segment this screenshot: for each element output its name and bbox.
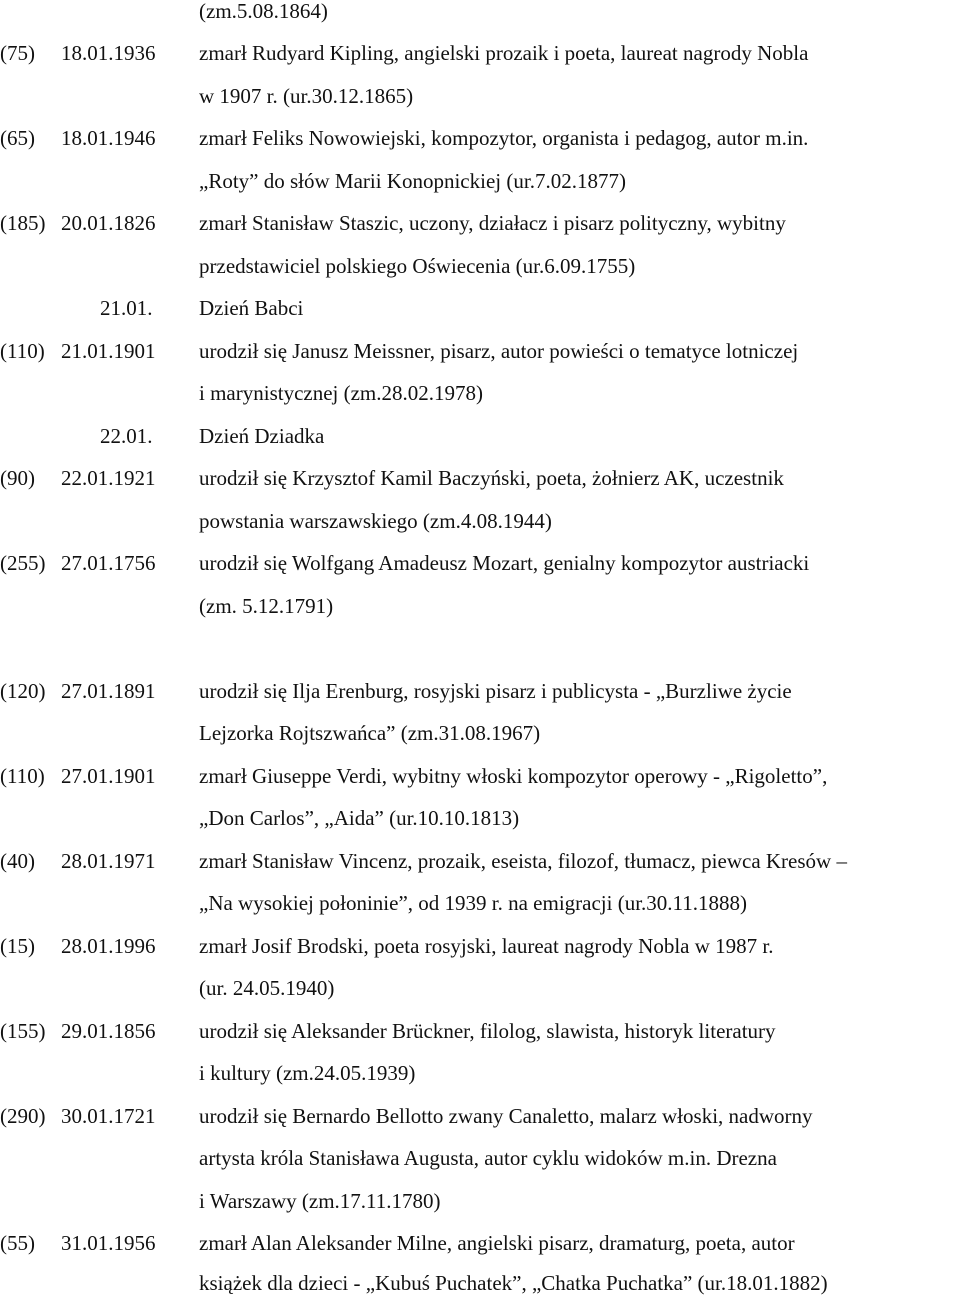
- event-date: 20.01.1826: [61, 211, 156, 235]
- entry-text: zmarł Stanisław Staszic, uczony, działacz i pisarz polityczny, wybitny: [199, 211, 786, 235]
- entry-text: zmarł Feliks Nowowiejski, kompozytor, organista i pedagog, autor m.in.: [199, 126, 809, 150]
- entry-text: zmarł Rudyard Kipling, angielski prozaik i poeta, laureat nagrody Nobla: [199, 41, 809, 65]
- entry-text: „Roty” do słów Marii Konopnickiej (ur.7.02.1877): [199, 169, 626, 193]
- event-date: 27.01.1891: [61, 679, 156, 703]
- anniversary-number: (55): [0, 1231, 35, 1255]
- entry-text: urodził się Krzysztof Kamil Baczyński, poeta, żołnierz AK, uczestnik: [199, 466, 784, 490]
- entry-text: w 1907 r. (ur.30.12.1865): [199, 84, 414, 108]
- anniversary-number: (155): [0, 1019, 46, 1043]
- event-date: 22.01.1921: [61, 466, 156, 490]
- anniversary-number: (255): [0, 551, 46, 575]
- event-date: 18.01.1936: [61, 41, 156, 65]
- entry-text: (zm. 5.12.1791): [199, 594, 334, 618]
- anniversary-number: (290): [0, 1104, 46, 1128]
- entry-text: i marynistycznej (zm.28.02.1978): [199, 381, 484, 405]
- event-date: 29.01.1856: [61, 1019, 156, 1043]
- entry-text: powstania warszawskiego (zm.4.08.1944): [199, 509, 552, 533]
- entry-text: przedstawiciel polskiego Oświecenia (ur.6.09.1755): [199, 254, 636, 278]
- event-date: 31.01.1956: [61, 1231, 156, 1255]
- entry-text: (ur. 24.05.1940): [199, 976, 335, 1000]
- event-date: 30.01.1721: [61, 1104, 156, 1128]
- entry-text: urodził się Ilja Erenburg, rosyjski pisarz i publicysta - „Burzliwe życie: [199, 679, 792, 703]
- event-date: 18.01.1946: [61, 126, 156, 150]
- event-date: 21.01.: [100, 296, 153, 320]
- event-date: 27.01.1756: [61, 551, 156, 575]
- anniversary-number: (65): [0, 126, 35, 150]
- entry-text: urodził się Wolfgang Amadeusz Mozart, genialny kompozytor austriacki: [199, 551, 810, 575]
- entry-text: zmarł Giuseppe Verdi, wybitny włoski kompozytor operowy - „Rigoletto”,: [199, 764, 828, 788]
- event-date: 21.01.1901: [61, 339, 156, 363]
- anniversary-number: (75): [0, 41, 35, 65]
- anniversary-number: (110): [0, 764, 45, 788]
- entry-text: artysta króla Stanisława Augusta, autor cyklu widoków m.in. Drezna: [199, 1146, 777, 1170]
- anniversary-number: (185): [0, 211, 46, 235]
- entry-text: urodził się Aleksander Brückner, filolog, slawista, historyk literatury: [199, 1019, 776, 1043]
- anniversary-number: (15): [0, 934, 35, 958]
- event-date: 22.01.: [100, 424, 153, 448]
- event-date: 28.01.1971: [61, 849, 156, 873]
- entry-text: urodził się Janusz Meissner, pisarz, autor powieści o tematyce lotniczej: [199, 339, 799, 363]
- anniversary-number: (110): [0, 339, 45, 363]
- entry-text: Dzień Babci: [199, 296, 304, 320]
- entry-text: Dzień Dziadka: [199, 424, 325, 448]
- anniversary-number: (90): [0, 466, 35, 490]
- entry-text: „Na wysokiej połoninie”, od 1939 r. na emigracji (ur.30.11.1888): [199, 891, 748, 915]
- entry-text: i kultury (zm.24.05.1939): [199, 1061, 416, 1085]
- entry-text: zmarł Josif Brodski, poeta rosyjski, laureat nagrody Nobla w 1987 r.: [199, 934, 774, 958]
- entry-text: (zm.5.08.1864): [199, 0, 328, 23]
- event-date: 28.01.1996: [61, 934, 156, 958]
- event-date: 27.01.1901: [61, 764, 156, 788]
- anniversary-number: (40): [0, 849, 35, 873]
- entry-text: Lejzorka Rojtszwańca” (zm.31.08.1967): [199, 721, 541, 745]
- entry-text: i Warszawy (zm.17.11.1780): [199, 1189, 441, 1213]
- anniversary-number: (120): [0, 679, 46, 703]
- entry-text: zmarł Stanisław Vincenz, prozaik, eseista, filozof, tłumacz, piewca Kresów –: [199, 849, 847, 873]
- entry-text: urodził się Bernardo Bellotto zwany Canaletto, malarz włoski, nadworny: [199, 1104, 813, 1128]
- entry-text: zmarł Alan Aleksander Milne, angielski pisarz, dramaturg, poeta, autor: [199, 1231, 795, 1255]
- entry-text: książek dla dzieci - „Kubuś Puchatek”, „Chatka Puchatka” (ur.18.01.1882): [199, 1271, 828, 1295]
- entry-text: „Don Carlos”, „Aida” (ur.10.10.1813): [199, 806, 520, 830]
